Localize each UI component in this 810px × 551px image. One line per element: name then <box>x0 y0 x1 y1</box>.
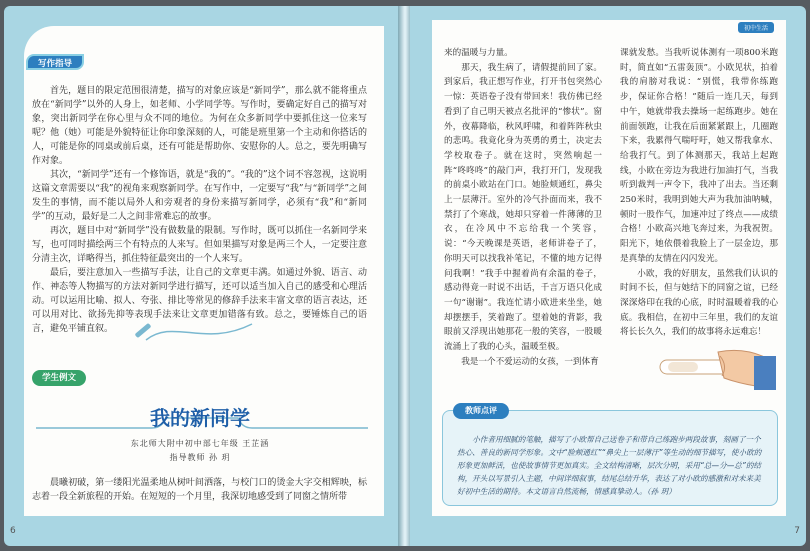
teacher-line: 指导教师 孙 玥 <box>169 453 231 462</box>
essay-paragraph: 课就发愁。当我听说体测有一项800米跑时，简直如“五雷轰顶”。小欧见状，拍着我的肩膀对我说：“别慌，我带你练跑步，保证你合格！”随后一连几天，每到中午，她就带我去操场一起练跑步。她在前面领跑，让我在后面紧紧跟上，几圈跑下来，我累得气喘吁吁，她又帮我拿水、给我打气。到了体测那天，我站上起跑线，小欧在旁边为我进行加油打气，当我听到裁判一声令下，我冲了出去。当还剩250米时，我明到她大声为我加油呐喊，顿时一股作气，加速冲过了终点——成绩合格！小欧高兴地飞奔过来，为我祝贺。阳光下，她依偎着我脸上了一层金边，那是真挚的友情在闪闪发光。 <box>620 48 778 264</box>
essay-title: 我的新同学 <box>150 406 250 430</box>
right-page <box>410 6 806 546</box>
guide-paragraph: 再次，题目中对“新同学”没有做数量的限制。写作时，既可以抓住一名新同学来写，也可同时描绘两三个有特点的人来写。但如果描写对象是两三个人，一定要注意分清主次，详略得当，抓住特征最突出的一个人来写。 <box>32 226 367 264</box>
author-line: 东北师大附中初中部七年级 王芷涵 <box>130 439 270 448</box>
page-number: 6 <box>10 526 16 536</box>
essay-paragraph: 我是一个不爱运动的女孩，一到体育 <box>461 356 599 367</box>
essay-paragraph: 那天，我生病了，请假提前回了家。到家后，我正想写作业，打开书包突然心一惊：英语卷子没有带回来！我仿佛已经看到了自己明天被点名批评的“惨状”。窗外，夜幕降临，秋风呼啸，和着阵阵秋虫的悲鸣。我竟化身为英勇的勇士，决定去学校取卷子。就在这时，突然响起一阵“咚咚咚”的敲门声，我打开门，发现我的前桌小欧站在门口。她脸颊通红，鼻尖上一层薄汗。室外的冷气扑面而来，我不禁打了个寒战，她却只穿着一件薄薄的卫衣，在冷风中不忘给我一个笑容，说：“今天晚课是英语，老师讲卷子了，你明天可以找我补笔记，不懂的地方记得问我啊！”我手中握着尚有余温的卷子，感动得竟一时说不出话，千言万语只化成一句“谢谢”。我连忙请小欧进来坐坐，她却摆摆手，笑着跑了。望着她的背影，我眼前又浮现出她那花一般的笑容，一股暖流涌上了我的心头，温暖至极。 <box>444 62 602 353</box>
baton-hand-illustration <box>658 342 776 394</box>
essay-paragraph: 来的温暖与力量。 <box>444 48 513 58</box>
essay-paragraph: 小欧，我的好朋友，虽然我们认识的时间不长，但与她结下的同窗之谊，已经深深烙印在我的心底，时时温暖着我的心底。我相信，在初中三年里，我们的友谊将长长久久，我们的故事将永远难忘！ <box>620 268 778 338</box>
student-essay-badge: 学生例文 <box>32 370 86 386</box>
text-column-left <box>444 46 602 369</box>
left-page <box>4 6 400 546</box>
text-column-right <box>620 46 778 340</box>
writing-guide-text <box>32 84 367 336</box>
guide-paragraph: 首先，题目的限定范围很清楚，描写的对象应该是“新同学”，那么就不能将重点放在“新同学”以外的人身上，如老师、小学同学等。写作时，要确定好自己的描写对象，突出新同学在你心里与众不同的地位。为何在众多新同学中要抓住这一位来写呢？他（她）可能是外貌特征让你印象深刻的人，可能是班里第一个主动和你搭话的人，可能是你的同桌或前后桌，还有可能是帮助你、安慰你的人。总之，要先明确写作对象。 <box>32 86 367 166</box>
squiggle-decoration <box>144 318 254 346</box>
writing-guide-badge: 写作指导 <box>26 54 84 70</box>
essay-paragraph: 晨曦初破，第一缕阳光温柔地从树叶间洒落，与校门口的烫金大字交相辉映，标志着一段全新旅程的开始。在短短的一个月里，我深切地感受到了同窗之情所带 <box>32 478 367 502</box>
guide-paragraph: 其次，“新同学”还有一个修饰语，就是“我的”。“我的”这个词不容忽视，这说明这篇文章需要以“我”的视角来观察新同学。在写作中，一定要写“我”与“新同学”之间发生的事情，而不能以局外人和旁观者的身份来描写新同学，必须有“我”和“新同学”的互动，最好是二人之间非常难忘的故事。 <box>32 170 367 222</box>
section-tag: 初中生活 <box>738 22 774 33</box>
page-number: 7 <box>794 526 800 536</box>
guide-paragraph: 最后，要注意加入一些描写手法，让自己的文章更丰满。如通过外貌、语言、动作、神态等人物描写的方法对新同学进行描写，还可以适当加入自己的感受和心理活动。可以运用比喻、拟人、夸张、排比等常见的修辞手法来丰富文章的语言表达，还可以用对比、欲扬先抑等表现手法来让文章更加错落有致。总之，要锤炼自己的语言，避免平铺直叙。 <box>32 268 367 334</box>
essay-opening <box>32 476 367 504</box>
teacher-comment-box <box>442 406 778 506</box>
right-page-content <box>432 20 786 516</box>
teacher-comment-text: 小作者用细腻的笔触，描写了小欧帮自己送卷子和带自己练跑步两段故事，刻画了一个热心、善良的新同学形象。文中“脸颊通红”“鼻尖上一层薄汗”等生动的细节描写，使小欧的形象更加鲜活，也使故事情节更加真实。全文结构清晰，层次分明，采用“总—分—总”的结构，开头以写景引入主题，中间详细叙事，结尾总结升华，表达了对小欧的感激和对未来美好初中生活的期待。本文语言自然流畅，情感真挚动人。（孙 玥） <box>457 435 762 496</box>
teacher-comment-badge: 教师点评 <box>453 403 509 419</box>
